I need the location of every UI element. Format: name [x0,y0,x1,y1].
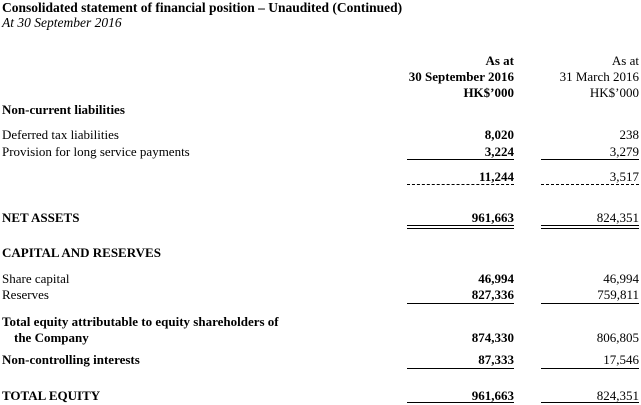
dashed-rule-col2 [541,184,639,185]
value-long-service-2016-mar: 3,279 [609,144,639,159]
double-rule-col1-top [407,225,514,226]
value-ncl-total-2016-sep: 11,244 [478,169,514,184]
double-rule-col1-bottom [407,228,514,229]
col2-header-line3: HK$’000 [589,85,639,100]
row-label-long-service: Provision for long service payments [2,144,190,159]
statement-title: Consolidated statement of financial position – Unaudited (Continued) [2,0,403,15]
row-label-share-capital: Share capital [2,271,70,286]
subtotal-rule-col1 [407,159,514,160]
value-nci-2016-mar: 17,546 [603,352,639,367]
value-reserves-2016-mar: 759,811 [597,287,639,302]
dashed-rule-col1 [407,184,514,185]
value-deferred-tax-2016-sep: 8,020 [484,127,514,142]
double-rule-col2-bottom [541,228,639,229]
col1-header-line2: 30 September 2016 [408,69,514,84]
value-ncl-total-2016-mar: 3,517 [609,169,639,184]
statement-date: At 30 September 2016 [2,15,122,30]
row-label-total-equity: TOTAL EQUITY [2,388,101,403]
value-reserves-2016-sep: 827,336 [471,287,514,302]
row-label-equity-attr-line2: the Company [14,330,89,345]
value-equity-attr-2016-mar: 806,805 [596,330,639,345]
row-label-reserves: Reserves [2,287,49,302]
value-equity-attr-2016-sep: 874,330 [471,330,514,345]
value-long-service-2016-sep: 3,224 [484,144,514,159]
value-share-capital-2016-sep: 46,994 [478,271,514,286]
row-label-nci: Non-controlling interests [2,352,140,367]
value-nci-2016-sep: 87,333 [478,352,514,367]
col1-header-line3: HK$’000 [463,85,514,100]
final-rule-col1 [407,402,514,403]
nci-rule-col1 [407,368,514,369]
value-share-capital-2016-mar: 46,994 [603,271,639,286]
col2-header-line2: 31 March 2016 [559,69,639,84]
section-heading-capital-reserves: CAPITAL AND RESERVES [2,245,161,260]
subtotal-rule-col2 [541,159,639,160]
row-label-deferred-tax: Deferred tax liabilities [2,127,119,142]
final-rule-col2 [541,402,639,403]
value-net-assets-2016-sep: 961,663 [471,210,514,225]
value-total-equity-2016-mar: 824,351 [596,388,639,403]
row-label-net-assets: NET ASSETS [2,210,80,225]
value-total-equity-2016-sep: 961,663 [471,388,514,403]
nci-rule-col2 [541,368,639,369]
row-label-equity-attr-line1: Total equity attributable to equity shareholders of [2,314,279,329]
value-deferred-tax-2016-mar: 238 [619,127,639,142]
value-net-assets-2016-mar: 824,351 [596,210,639,225]
col1-header-line1: As at [485,53,514,68]
section-heading-ncl: Non-current liabilities [2,102,125,117]
equity-rule-col2 [541,303,639,304]
col2-header-line1: As at [611,53,639,68]
equity-rule-col1 [407,303,514,304]
double-rule-col2-top [541,225,639,226]
